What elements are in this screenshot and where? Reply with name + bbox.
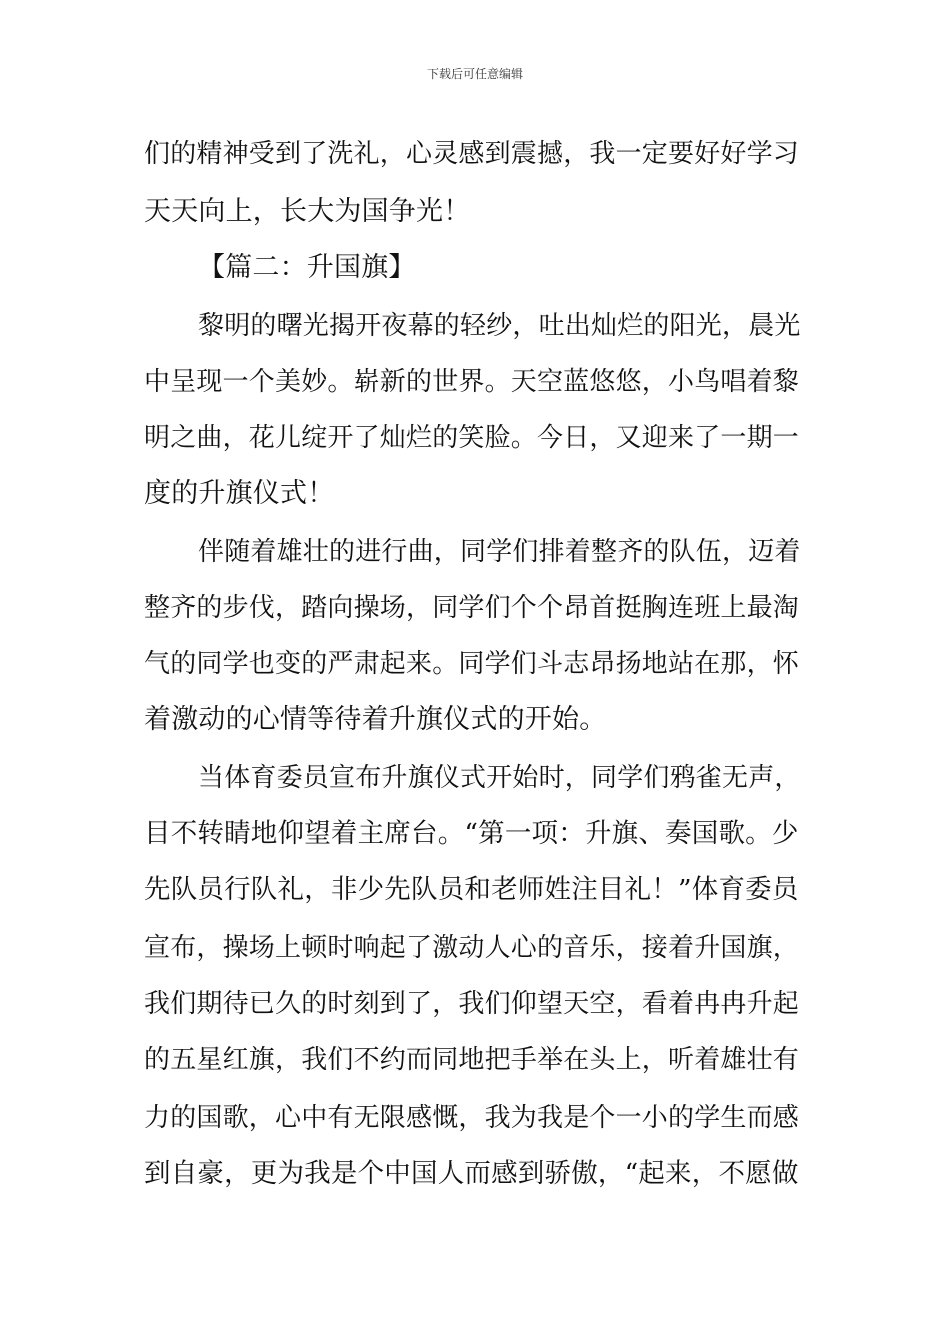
body-line: 天天向上，长大为国争光！ [144, 196, 471, 227]
body-line: 宣布，操场上顿时响起了激动人心的音乐，接着升国旗， [144, 933, 800, 963]
body-line: 度的升旗仪式！ [144, 478, 335, 509]
body-line: 着激动的心情等待着升旗仪式的开始。 [144, 704, 607, 735]
body-line: 当体育委员宣布升旗仪式开始时，同学们鸦雀无声， [198, 763, 801, 793]
body-line: 黎明的曙光揭开夜幕的轻纱，吐出灿烂的阳光，晨光 [198, 311, 801, 341]
body-line: 明之曲，花儿绽开了灿烂的笑脸。今日，又迎来了一期一 [144, 423, 800, 453]
body-line: 伴随着雄壮的进行曲，同学们排着整齐的队伍，迈着 [198, 537, 801, 567]
page-header: 下载后可任意编辑 [426, 67, 523, 81]
section-heading: 【篇二：升国旗】 [198, 252, 416, 283]
body-line: 中呈现一个美妙。崭新的世界。天空蓝悠悠，小鸟唱着黎 [144, 367, 800, 397]
body-line: 目不转睛地仰望着主席台。“第一项：升旗、奏国歌。少 [144, 818, 799, 849]
body-line: 力的国歌，心中有无限感慨，我为我是个一小的学生而感 [144, 1103, 800, 1133]
body-line: 气的同学也变的严肃起来。同学们斗志昂扬地站在那，怀 [144, 649, 800, 679]
body-line: 们的精神受到了洗礼，心灵感到震撼，我一定要好好学习 [144, 139, 800, 169]
body-line: 整齐的步伐，踏向操场，同学们个个昂首挺胸连班上最淘 [144, 593, 800, 623]
body-line: 先队员行队礼，非少先队员和老师姓注目礼！”体育委员 [144, 874, 799, 905]
body-line: 我们期待已久的时刻到了，我们仰望天空，看着冉冉升起 [144, 989, 800, 1019]
body-line: 的五星红旗，我们不约而同地把手举在头上，听着雄壮有 [144, 1045, 800, 1075]
body-line: 到自豪，更为我是个中国人而感到骄傲，“起来，不愿做 [144, 1158, 799, 1189]
